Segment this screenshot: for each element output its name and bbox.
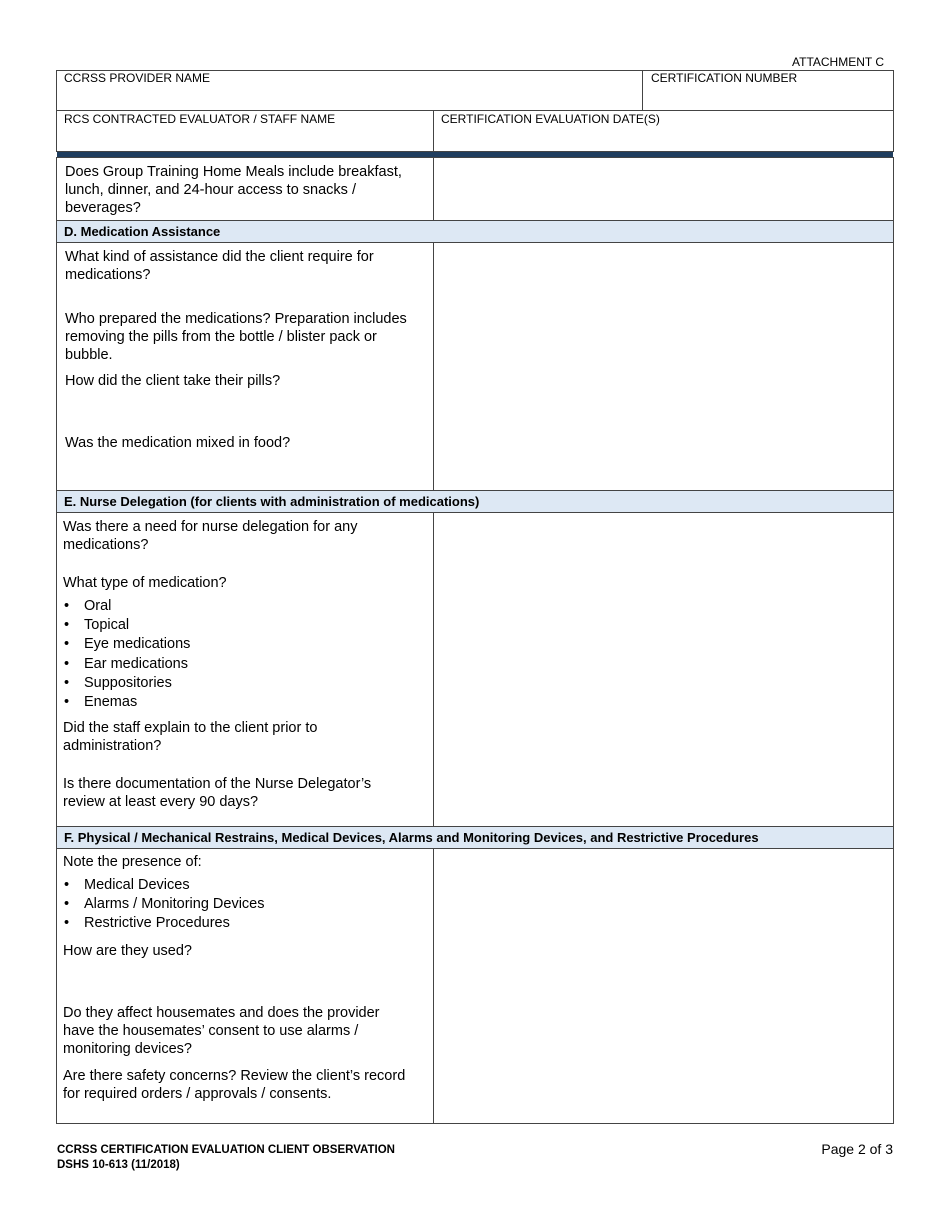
section-d-q1: What kind of assistance did the client require for medications? bbox=[65, 249, 374, 283]
section-e-q4: Is there documentation of the Nurse Delegator’s review at least every 90 days? bbox=[63, 776, 372, 810]
section-d-col-divider bbox=[433, 243, 434, 491]
footer-form-title: CCRSS CERTIFICATION EVALUATION CLIENT OBSERVATION bbox=[57, 1144, 395, 1156]
list-item: • Medical Devices bbox=[64, 877, 190, 893]
section-d-header: D. Medication Assistance bbox=[57, 220, 893, 243]
section-f-device-list bbox=[63, 876, 265, 934]
list-item: • Suppositories bbox=[64, 674, 172, 691]
header-divider bbox=[56, 110, 894, 111]
section-f-q1: Note the presence of: bbox=[63, 854, 202, 870]
evaluator-name-field[interactable]: RCS CONTRACTED EVALUATOR / STAFF NAME bbox=[64, 112, 336, 126]
section-f-q2: How are they used? bbox=[63, 943, 192, 959]
list-item: • Oral bbox=[64, 598, 112, 614]
list-item: • Topical bbox=[64, 617, 130, 634]
footer-form-number: DSHS 10-613 (11/2018) bbox=[57, 1159, 180, 1171]
section-f-header: F. Physical / Mechanical Restrains, Medical Devices, Alarms and Monitoring Devices, and Restrictive Procedures bbox=[57, 826, 893, 849]
list-item: • Alarms / Monitoring Devices bbox=[64, 896, 265, 913]
certification-number-field[interactable]: CERTIFICATION NUMBER bbox=[651, 71, 798, 85]
section-d-q2: Who prepared the medications? Preparation includes removing the pills from the bottle / blister pack or bubble. bbox=[65, 311, 407, 363]
section-f-col-divider bbox=[433, 849, 434, 1124]
section-d-q3: How did the client take their pills? bbox=[65, 373, 281, 389]
attachment-label: ATTACHMENT C bbox=[792, 55, 884, 69]
section-e-q3: Did the staff explain to the client prior to administration? bbox=[63, 720, 318, 754]
section-e-header: E. Nurse Delegation (for clients with administration of medications) bbox=[57, 490, 893, 513]
section-e-q2: What type of medication? bbox=[63, 575, 227, 591]
section-f-q4: Are there safety concerns? Review the client’s record for required orders / approvals / consents. bbox=[63, 1068, 406, 1102]
list-item: • Restrictive Procedures bbox=[64, 915, 230, 932]
provider-name-field[interactable]: CCRSS PROVIDER NAME bbox=[64, 71, 211, 85]
meals-col-divider bbox=[433, 157, 434, 221]
list-item: • Ear medications bbox=[64, 655, 188, 672]
evaluation-dates-field[interactable]: CERTIFICATION EVALUATION DATE(S) bbox=[441, 112, 660, 126]
header-col-divider-bottom bbox=[433, 110, 434, 152]
section-e-medication-list bbox=[63, 597, 190, 712]
section-d-q4: Was the medication mixed in food? bbox=[65, 435, 291, 451]
header-col-divider-top bbox=[642, 70, 643, 111]
page-number: Page 2 of 3 bbox=[821, 1141, 893, 1157]
section-e-q1: Was there a need for nurse delegation for any medications? bbox=[63, 519, 358, 553]
section-f-q3: Do they affect housemates and does the provider have the housemates’ consent to use alarms / monitoring devices? bbox=[63, 1005, 380, 1057]
meals-question: Does Group Training Home Meals include breakfast, lunch, dinner, and 24-hour access to snacks / beverages? bbox=[65, 164, 402, 216]
list-item: • Enemas bbox=[64, 693, 138, 710]
section-e-col-divider bbox=[433, 513, 434, 827]
list-item: • Eye medications bbox=[64, 636, 191, 653]
